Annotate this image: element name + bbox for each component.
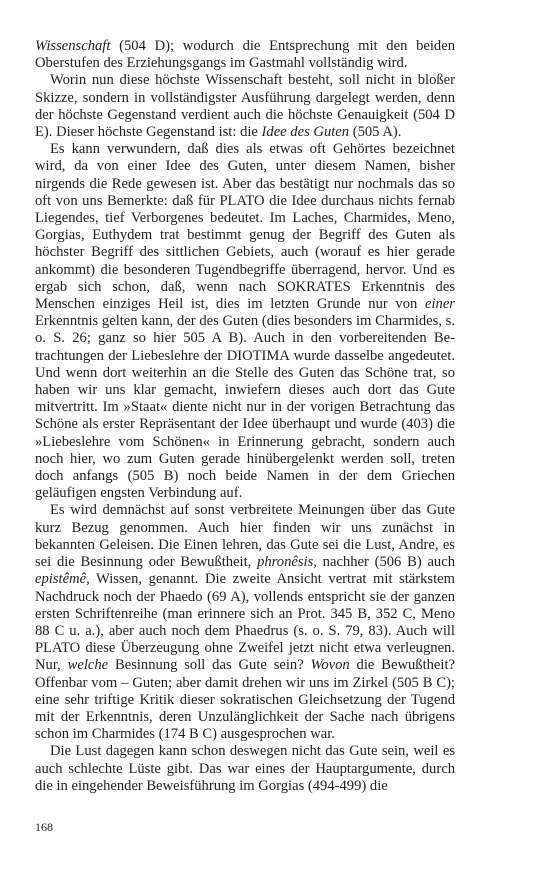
italic-run: phronêsis: [257, 554, 314, 571]
text-run: , nachher (506 B) auch: [313, 554, 455, 571]
text-run: , Wissen, genannt. Die zweite Ansicht vertrat mit stärkstem Nachdruck noch der Phaedo (69 A), vollends entspricht sie der ganzen ersten Schriftenreihe (man erinnere sich an Prot. 345 B, 352 C, Meno 88 C u. a.), aber auch noch dem Phaedrus (s. o. S. 79, 83). Auch will PLATO diese Überzeugung ohne Zweifel jetzt nicht etwa verleugnen. Nur,: [35, 571, 455, 674]
italic-run: einer: [425, 296, 455, 313]
page-number: 168: [35, 820, 53, 834]
italic-run: Wovon: [310, 657, 350, 674]
text-run: Die Lust dagegen kann schon deswegen nicht das Gute sein, weil es auch schlechte Lüste gibt. Das war eines der Hauptargumente, durch die in eingehender Beweisführung im Gorgias (494-499) die: [35, 743, 455, 794]
paragraph: [35, 72, 455, 141]
text-run: (504 D); wodurch die Entsprechung mit den beiden Oberstufen des Erziehungsgangs im Gastmahl vollständig wird.: [35, 38, 455, 72]
italic-run: Wissenschaft: [35, 38, 111, 54]
text-run: die Bewußtheit? Offenbar vom – Guten; aber damit drehen wir uns im Zirkel (505 B C); eine sehr triftige Kritik dieser sokratischen Gleichsetzung der Tugend mit der Erkenntnis, deren Unzulänglichkeit der Sache nach übrigens schon im Charmides (174 B C) ausgesprochen war.: [35, 657, 455, 743]
text-run: Besinnung soll das Gute sein?: [108, 657, 311, 674]
text-run: (505 A).: [349, 124, 402, 141]
italic-run: epistêmê: [35, 571, 87, 588]
paragraph: [35, 502, 455, 743]
text-run: Worin nun diese höchste Wissenschaft besteht, soll nicht in bloßer Skizze, sondern in vollständigster Ausführung dargelegt werden, denn der höchste Gegenstand verdient auch die höchste Genauigkeit (504 D E). Dieser höchste Gegenstand ist: die: [35, 72, 455, 141]
paragraph: [35, 743, 455, 795]
text-run: Erkenntnis gelten kann, der des Guten (dies besonders im Charmides, s. o. S. 26; ganz so hier 505 A B). Auch in den vorbereitenden Betrachtungen der Liebeslehre der DIOTIMA wurde dasselbe angedeutet. Und wenn dort weiterhin an die Stelle des Guten das Schöne trat, so haben wir uns klar gemacht, inwiefern dieses auch dort das Gute mitvertritt. Im »Staat« diente nicht nur in der vorigen Betrachtung das Schöne als erster Repräsentant der Idee überhaupt und wurde (403) die »Liebeslehre vom Schönen« in Erinnerung gebracht, sondern auch noch hier, wo zum Guten gerade hinübergelenkt werden soll, treten doch anfangs (505 B) noch beide Namen in der dem Griechen geläufigen engsten Verbindung auf.: [35, 313, 455, 502]
paragraph: [35, 38, 455, 72]
paragraph: [35, 141, 455, 502]
body-text: [35, 38, 455, 795]
italic-run: Idee des Guten: [261, 124, 350, 141]
italic-run: welche: [67, 657, 109, 674]
text-run: Es wird demnächst auf sonst verbreitete Meinungen über das Gute kurz Bezug genommen. Auch hier finden wir uns zunächst in bekannten Geleisen. Die Einen lehren, das Gute sei die Lust, Andre, es sei die Besinnung oder Bewußtheit,: [35, 502, 455, 571]
text-run: Es kann verwundern, daß dies als etwas oft Gehörtes bezeichnet wird, da von einer Idee des Guten, unter diesem Namen, bisher nirgends die Rede gewesen ist. Aber das bestätigt nur nochmals das so oft von uns Bemerkte: daß für PLATO die Idee durchaus nichts fernab Liegendes, tief Verborgenes bedeutet. Im Laches, Charmides, Meno, Gorgias, Euthydem trat bestimmt genug der Begriff des Guten als höchster Begriff des sittlichen Gebiets, auch (worauf es hier gerade ankommt) die besonderen Tugendbegriffe überragend, hervor. Und es ergab sich schon, daß, wenn nach SOKRATES Erkenntnis des Menschen einziges Heil ist, dies im letzten Grunde nur von: [35, 141, 455, 313]
